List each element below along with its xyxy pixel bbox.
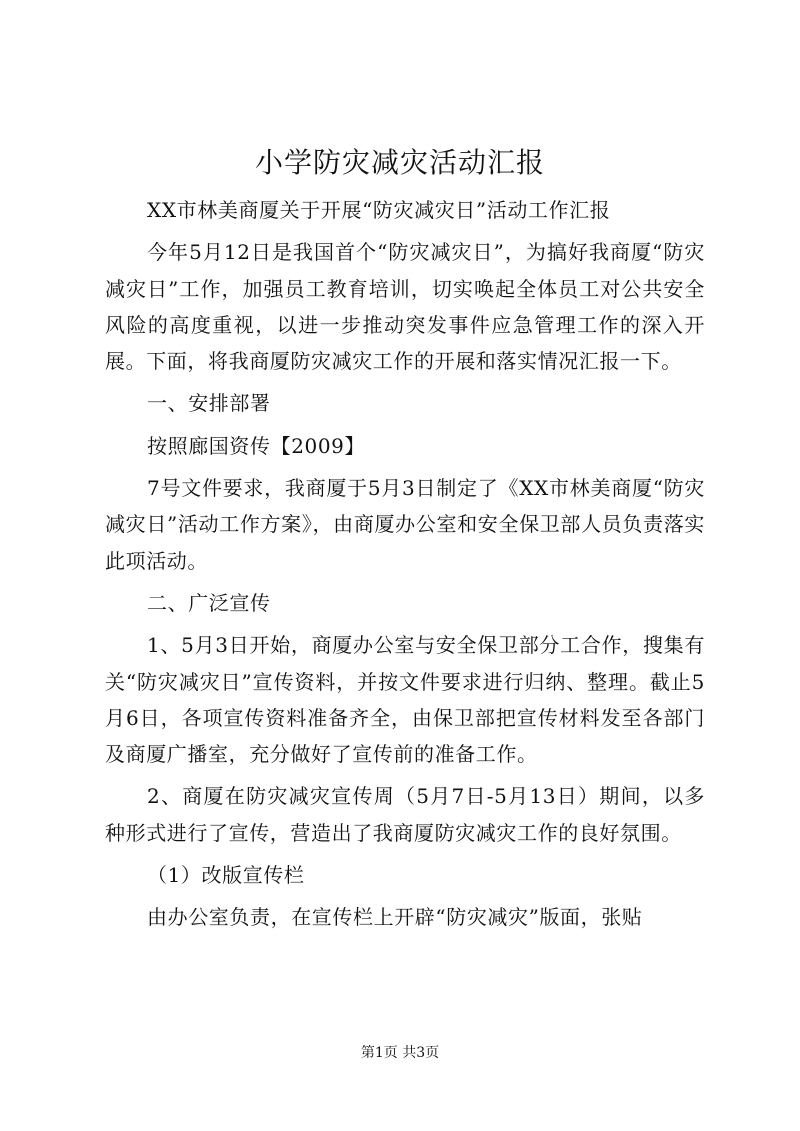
section-heading-publicity: 二、广泛宣传 <box>147 590 271 615</box>
document-body <box>105 192 705 942</box>
page-footer: 第1页 共3页 <box>360 1045 440 1061</box>
intro-paragraph: 今年5月12日是我国首个“防灾减灾日”，为搞好我商厦“防灾减灾日”工作，加强员工教育培训，切实唤起全体员工对公共安全风险的高度重视，以进一步推动突发事件应急管理工作的深入开展。下面，将我商厦防灾减灾工作的开展和落实情况汇报一下。 <box>105 240 705 374</box>
publicity-paragraph-2: 2、商厦在防灾减灾宣传周（5月7日-5月13日）期间，以多种形式进行了宣传，营造出了我商厦防灾减灾工作的良好氛围。 <box>105 784 705 845</box>
bulletin-paragraph: 由办公室负责，在宣传栏上开辟“防灾减灾”版面，张贴 <box>147 905 643 930</box>
subsection-heading-bulletin: （1）改版宣传栏 <box>147 863 305 888</box>
arrangement-paragraph: 7号文件要求，我商厦于5月3日制定了《XX市林美商厦“防灾减灾日”活动工作方案》，由商厦办公室和安全保卫部人员负责落实此项活动。 <box>105 476 705 573</box>
document-title: 小学防灾减灾活动汇报 <box>254 146 545 179</box>
document-reference: 按照廊国资传【2009】 <box>147 433 366 458</box>
report-heading: XX市林美商厦关于开展“防灾减灾日”活动工作汇报 <box>147 198 611 222</box>
section-heading-arrangement: 一、安排部署 <box>147 391 271 416</box>
publicity-paragraph-1: 1、5月3日开始，商厦办公室与安全保卫部分工合作，搜集有关“防灾减灾日”宣传资料，并按文件要求进行归纳、整理。截止5月6日，各项宣传资料准备齐全，由保卫部把宣传材料发至各部门及商厦广播室，充分做好了宣传前的准备工作。 <box>105 633 705 767</box>
